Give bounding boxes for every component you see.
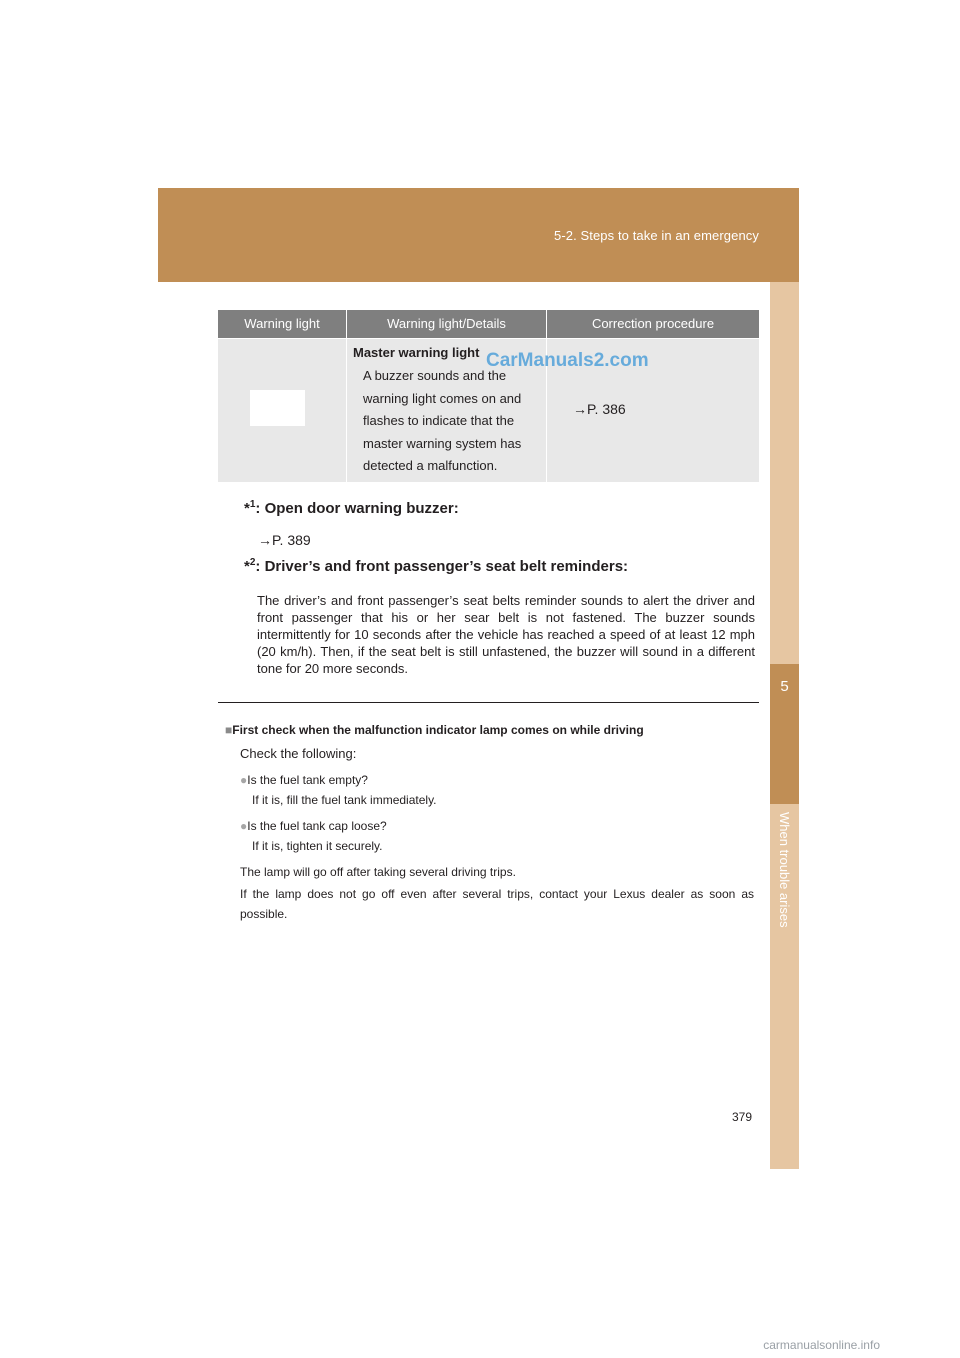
circle-bullet-icon: ● <box>240 819 248 833</box>
footnote-1-title: : Open door warning buzzer: <box>255 500 459 517</box>
master-warning-lamp-icon <box>250 390 305 426</box>
warning-details: A buzzer sounds and the warning light comes on and flashes to indicate that the master warning system has detected a malfunction. <box>363 368 522 473</box>
footnote-2-number: 2 <box>249 557 256 568</box>
footnote-1-marker: * <box>244 500 250 517</box>
footnote-1-heading <box>244 499 459 517</box>
correction-page-link[interactable]: →P. 386 <box>573 401 626 417</box>
info-heading <box>225 722 644 738</box>
check-action: If it is, fill the fuel tank immediately. <box>252 793 437 807</box>
section-header-band <box>158 188 799 282</box>
column-header-details: Warning light/Details <box>347 310 547 338</box>
footnote-2-title: : Driver’s and front passenger’s seat belt reminders: <box>255 558 629 575</box>
footnote-1-page-link[interactable]: →P. 389 <box>258 532 311 548</box>
check-action: If it is, tighten it securely. <box>252 839 383 853</box>
warning-table-header <box>218 310 759 338</box>
chapter-number: 5 <box>780 678 789 695</box>
info-heading-text: First check when the malfunction indicator lamp comes on while driving <box>232 723 644 737</box>
watermark: CarManuals2.com <box>486 350 649 371</box>
warning-name: Master warning light <box>353 345 480 360</box>
warning-light-cell <box>218 339 347 482</box>
circle-bullet-icon: ● <box>240 773 248 787</box>
footnote-2-heading <box>244 557 628 575</box>
list-item <box>240 772 368 788</box>
list-item <box>240 818 387 834</box>
chapter-title: When trouble arises <box>777 812 792 928</box>
page-number: 379 <box>732 1110 753 1124</box>
info-closing-2: If the lamp does not go off even after several trips, contact your Lexus dealer as soon as possible. <box>240 887 754 921</box>
check-question: Is the fuel tank empty? <box>247 773 368 787</box>
section-title: 5-2. Steps to take in an emergency <box>553 228 759 243</box>
footnote-2-body: The driver’s and front passenger’s seat belts reminder sounds to alert the driver and front passenger that his or her sear belt is not fastened. The buzzer sounds intermittently for 10 seconds after the vehicle has reached a speed of at least 12 mph (20 km/h). Then, if the seat belt is still unfastened, the buzzer will sound in a different tone for 20 more seconds. <box>257 593 755 676</box>
column-header-warning-light: Warning light <box>218 310 347 338</box>
footnote-1-number: 1 <box>249 499 256 510</box>
column-header-correction: Correction procedure <box>591 316 715 331</box>
square-bullet-icon: ■ <box>225 723 233 737</box>
check-question: Is the fuel tank cap loose? <box>247 819 387 833</box>
footer-site: carmanualsonline.info <box>763 1338 880 1352</box>
info-closing-1: The lamp will go off after taking several driving trips. <box>240 865 516 879</box>
section-divider <box>218 702 759 703</box>
info-intro: Check the following: <box>240 746 357 761</box>
footnote-2-marker: * <box>244 558 250 575</box>
